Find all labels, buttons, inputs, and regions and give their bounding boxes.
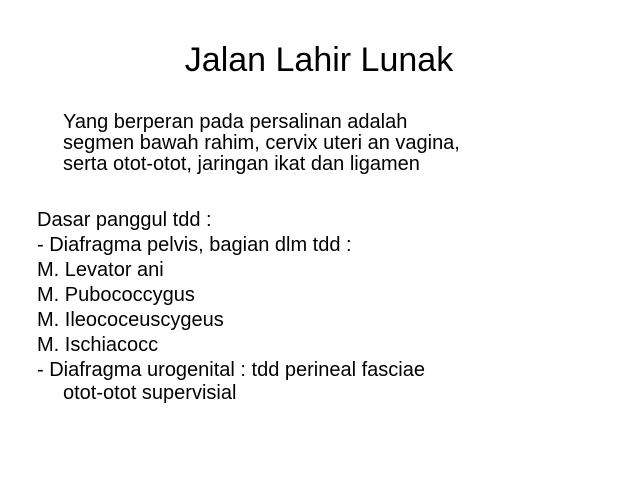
intro-line: Yang berperan pada persalinan adalah <box>63 111 408 133</box>
list-item: - Diafragma pelvis, bagian dlm tdd : <box>37 234 352 256</box>
list-item: M. Ileococeuscygeus <box>37 309 224 331</box>
intro-paragraph <box>63 112 623 175</box>
intro-line: segmen bawah rahim, cervix uteri an vagina, <box>63 132 460 154</box>
slide-title: Jalan Lahir Lunak <box>184 41 454 79</box>
pelvic-floor-list <box>37 208 627 404</box>
intro-line: serta otot-otot, jaringan ikat dan ligamen <box>63 153 420 175</box>
list-item-continuation: otot-otot supervisial <box>63 382 237 404</box>
list-item: M. Ischiacocc <box>37 334 159 356</box>
list-item: M. Pubococcygus <box>37 284 195 306</box>
list-item: - Diafragma urogenital : tdd perineal fasciae <box>37 359 425 381</box>
list-heading: Dasar panggul tdd : <box>37 209 212 231</box>
list-item: M. Levator ani <box>37 259 164 281</box>
